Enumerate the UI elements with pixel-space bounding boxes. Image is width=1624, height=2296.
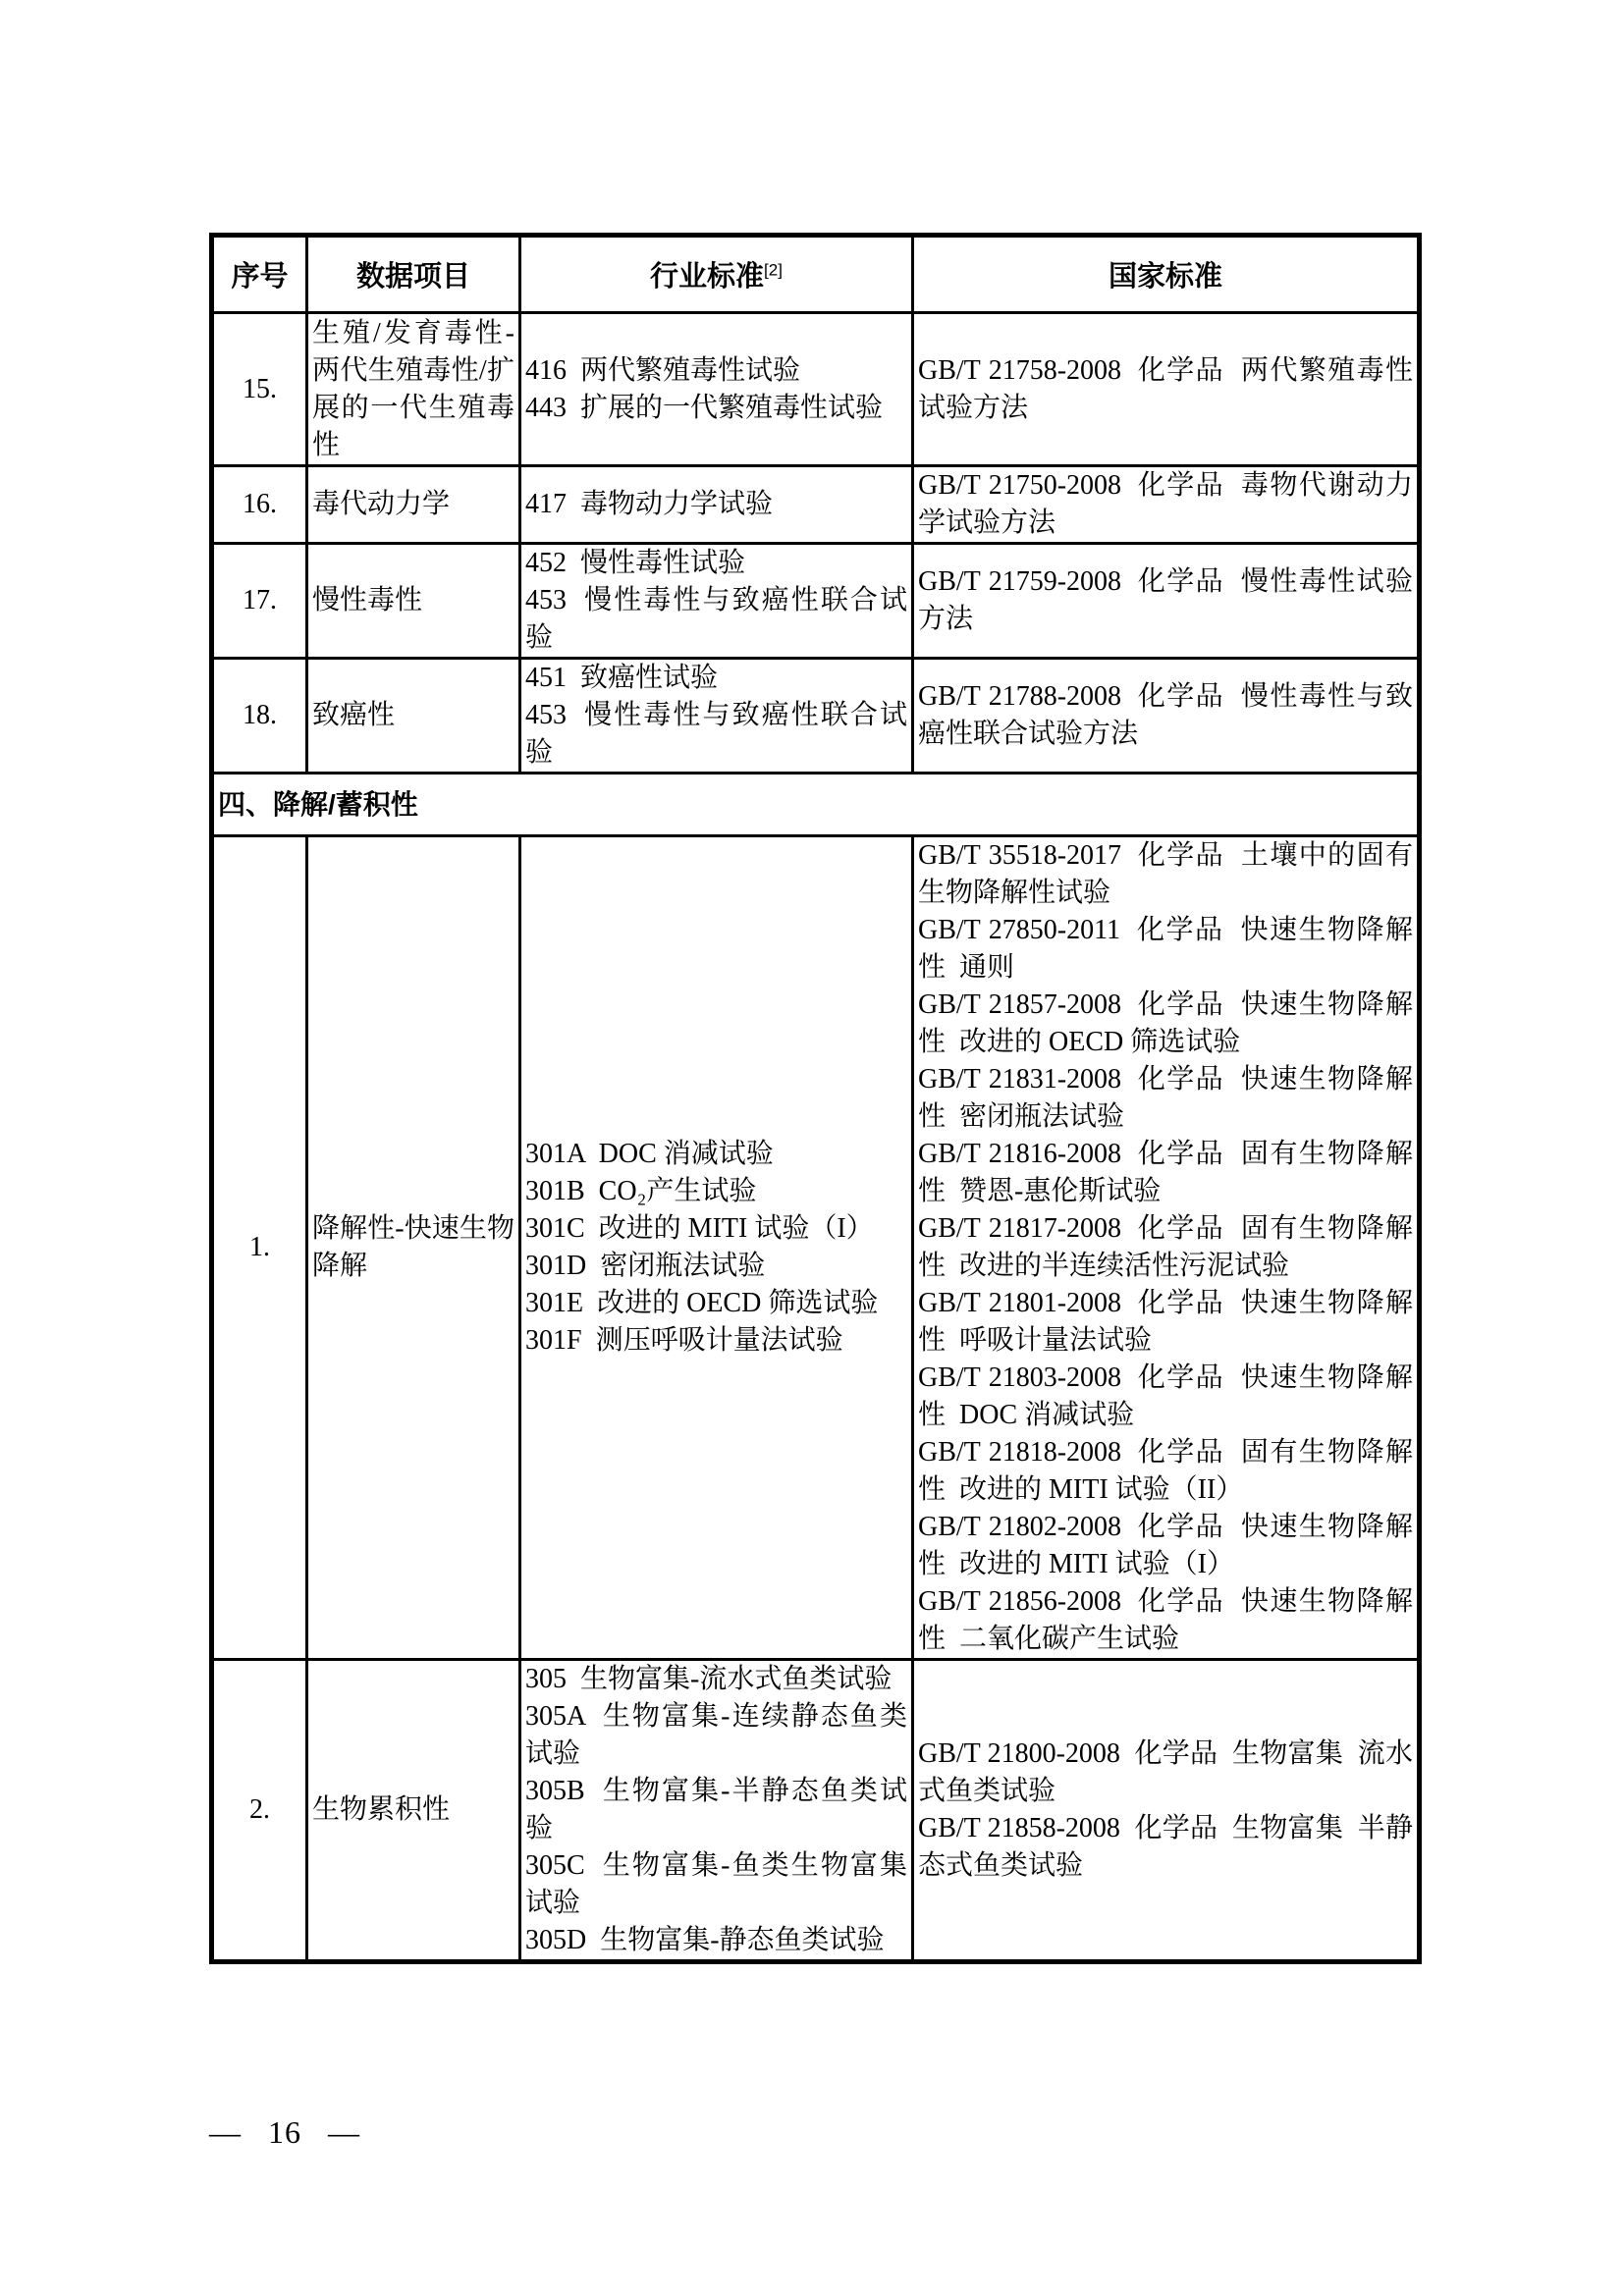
data-item-cell-text: 降解性-快速生物降解 bbox=[312, 1213, 514, 1281]
industry-standard-cell bbox=[520, 659, 913, 774]
serial-cell-text: 15. bbox=[243, 373, 277, 404]
serial-cell bbox=[212, 1660, 307, 1962]
national-standard-cell bbox=[913, 544, 1420, 659]
national-standard-cell-text: GB/T 35518-2017 化学品 土壤中的固有生物降解性试验 GB/T 27850-2011 化学品 快速生物降解性 通则 GB/T 21857-2008 化学品 快速生物降解性 改进的 OECD 筛选试验 GB/T 21831-2008 化学品 快速生物降解性 密闭瓶法试验 GB/T 21816-2008 化学品 固有生物降解性 赞恩-惠伦斯试验 GB/T 21817-2008 化学品 固有生物降解性 改进的半连续活性污泥试验 GB/T 21801-2008 化学品 快速生物降解性 呼吸计量法试验 GB/T 21803-2008 化学品 快速生物降解性 DOC 消减试验 GB/T 21818-2008 化学品 固有生物降解性 改进的 MITI 试验（II） GB/T 21802-2008 化学品 快速生物降解性 改进的 MITI 试验（I） GB/T 21856-2008 化学品 快速生物降解性 二氧化碳产生试验 bbox=[918, 840, 1413, 1654]
table-body bbox=[212, 313, 1420, 1962]
national-standard-cell-text: GB/T 21750-2008 化学品 毒物代谢动力学试验方法 bbox=[918, 470, 1413, 538]
table-row bbox=[212, 313, 1420, 466]
national-standard-cell bbox=[913, 313, 1420, 466]
section-row bbox=[212, 774, 1420, 836]
data-item-cell bbox=[307, 659, 520, 774]
col-header-no: 序号 bbox=[212, 236, 307, 313]
table-row bbox=[212, 1660, 1420, 1962]
serial-cell-text: 18. bbox=[243, 700, 277, 730]
table-row bbox=[212, 544, 1420, 659]
industry-standard-cell-text: 305 生物富集-流水式鱼类试验 305A 生物富集-连续静态鱼类试验 305B 生物富集-半静态鱼类试验 305C 生物富集-鱼类生物富集试验 305D 生物富集-静态鱼类试验 bbox=[525, 1664, 907, 1955]
national-standard-cell-text: GB/T 21788-2008 化学品 慢性毒性与致癌性联合试验方法 bbox=[918, 681, 1413, 749]
industry-standard-cell bbox=[520, 313, 913, 466]
national-standard-cell bbox=[913, 836, 1420, 1660]
serial-cell-text: 2. bbox=[249, 1794, 270, 1825]
table-row bbox=[212, 466, 1420, 544]
data-item-cell-text: 毒代动力学 bbox=[312, 489, 451, 519]
standards-table bbox=[209, 233, 1422, 1964]
industry-standard-cell bbox=[520, 1660, 913, 1962]
industry-standard-cell bbox=[520, 466, 913, 544]
industry-standard-cell bbox=[520, 836, 913, 1660]
serial-cell bbox=[212, 836, 307, 1660]
industry-standard-cell-text: 451 致癌性试验 453 慢性毒性与致癌性联合试验 bbox=[525, 663, 907, 768]
data-item-cell-text: 生殖/发育毒性-两代生殖毒性/扩展的一代生殖毒性 bbox=[312, 317, 514, 460]
serial-cell bbox=[212, 659, 307, 774]
table-row bbox=[212, 659, 1420, 774]
data-item-cell bbox=[307, 466, 520, 544]
serial-cell-text: 16. bbox=[243, 489, 277, 519]
serial-cell bbox=[212, 466, 307, 544]
serial-cell bbox=[212, 544, 307, 659]
data-item-cell bbox=[307, 544, 520, 659]
data-item-cell-text: 致癌性 bbox=[312, 700, 396, 730]
table-row bbox=[212, 836, 1420, 1660]
national-standard-cell bbox=[913, 466, 1420, 544]
national-standard-cell-text: GB/T 21800-2008 化学品 生物富集 流水式鱼类试验 GB/T 21858-2008 化学品 生物富集 半静态式鱼类试验 bbox=[918, 1738, 1413, 1881]
national-standard-cell bbox=[913, 659, 1420, 774]
col-header-national: 国家标准 bbox=[913, 236, 1420, 313]
serial-cell-text: 17. bbox=[243, 585, 277, 615]
footnote-marker: [2] bbox=[764, 260, 783, 280]
page-number: — 16 — bbox=[209, 2114, 360, 2150]
data-item-cell bbox=[307, 1660, 520, 1962]
table-header-row bbox=[212, 236, 1420, 313]
industry-standard-cell-text: 417 毒物动力学试验 bbox=[525, 489, 774, 519]
data-item-cell-text: 慢性毒性 bbox=[312, 585, 423, 615]
industry-standard-cell-text: 452 慢性毒性试验 453 慢性毒性与致癌性联合试验 bbox=[525, 548, 907, 653]
industry-standard-cell bbox=[520, 544, 913, 659]
national-standard-cell-text: GB/T 21758-2008 化学品 两代繁殖毒性试验方法 bbox=[918, 354, 1413, 423]
col-header-item: 数据项目 bbox=[307, 236, 520, 313]
serial-cell bbox=[212, 313, 307, 466]
industry-standard-cell-text: 416 两代繁殖毒性试验 443 扩展的一代繁殖毒性试验 bbox=[525, 354, 884, 423]
section-title: 四、降解/蓄积性 bbox=[212, 774, 1420, 836]
industry-standard-cell-text: 301A DOC 消减试验 301B CO₂产生试验 301C 改进的 MITI 试验（I） 301D 密闭瓶法试验 301E 改进的 OECD 筛选试验 301F 测压呼吸计量法试验 bbox=[525, 1139, 879, 1356]
national-standard-cell bbox=[913, 1660, 1420, 1962]
data-item-cell-text: 生物累积性 bbox=[312, 1794, 451, 1825]
col-header-industry bbox=[520, 236, 913, 313]
serial-cell-text: 1. bbox=[249, 1232, 270, 1262]
data-item-cell bbox=[307, 313, 520, 466]
data-item-cell bbox=[307, 836, 520, 1660]
col-header-industry-label: 行业标准 bbox=[650, 261, 765, 293]
national-standard-cell-text: GB/T 21759-2008 化学品 慢性毒性试验方法 bbox=[918, 566, 1413, 634]
